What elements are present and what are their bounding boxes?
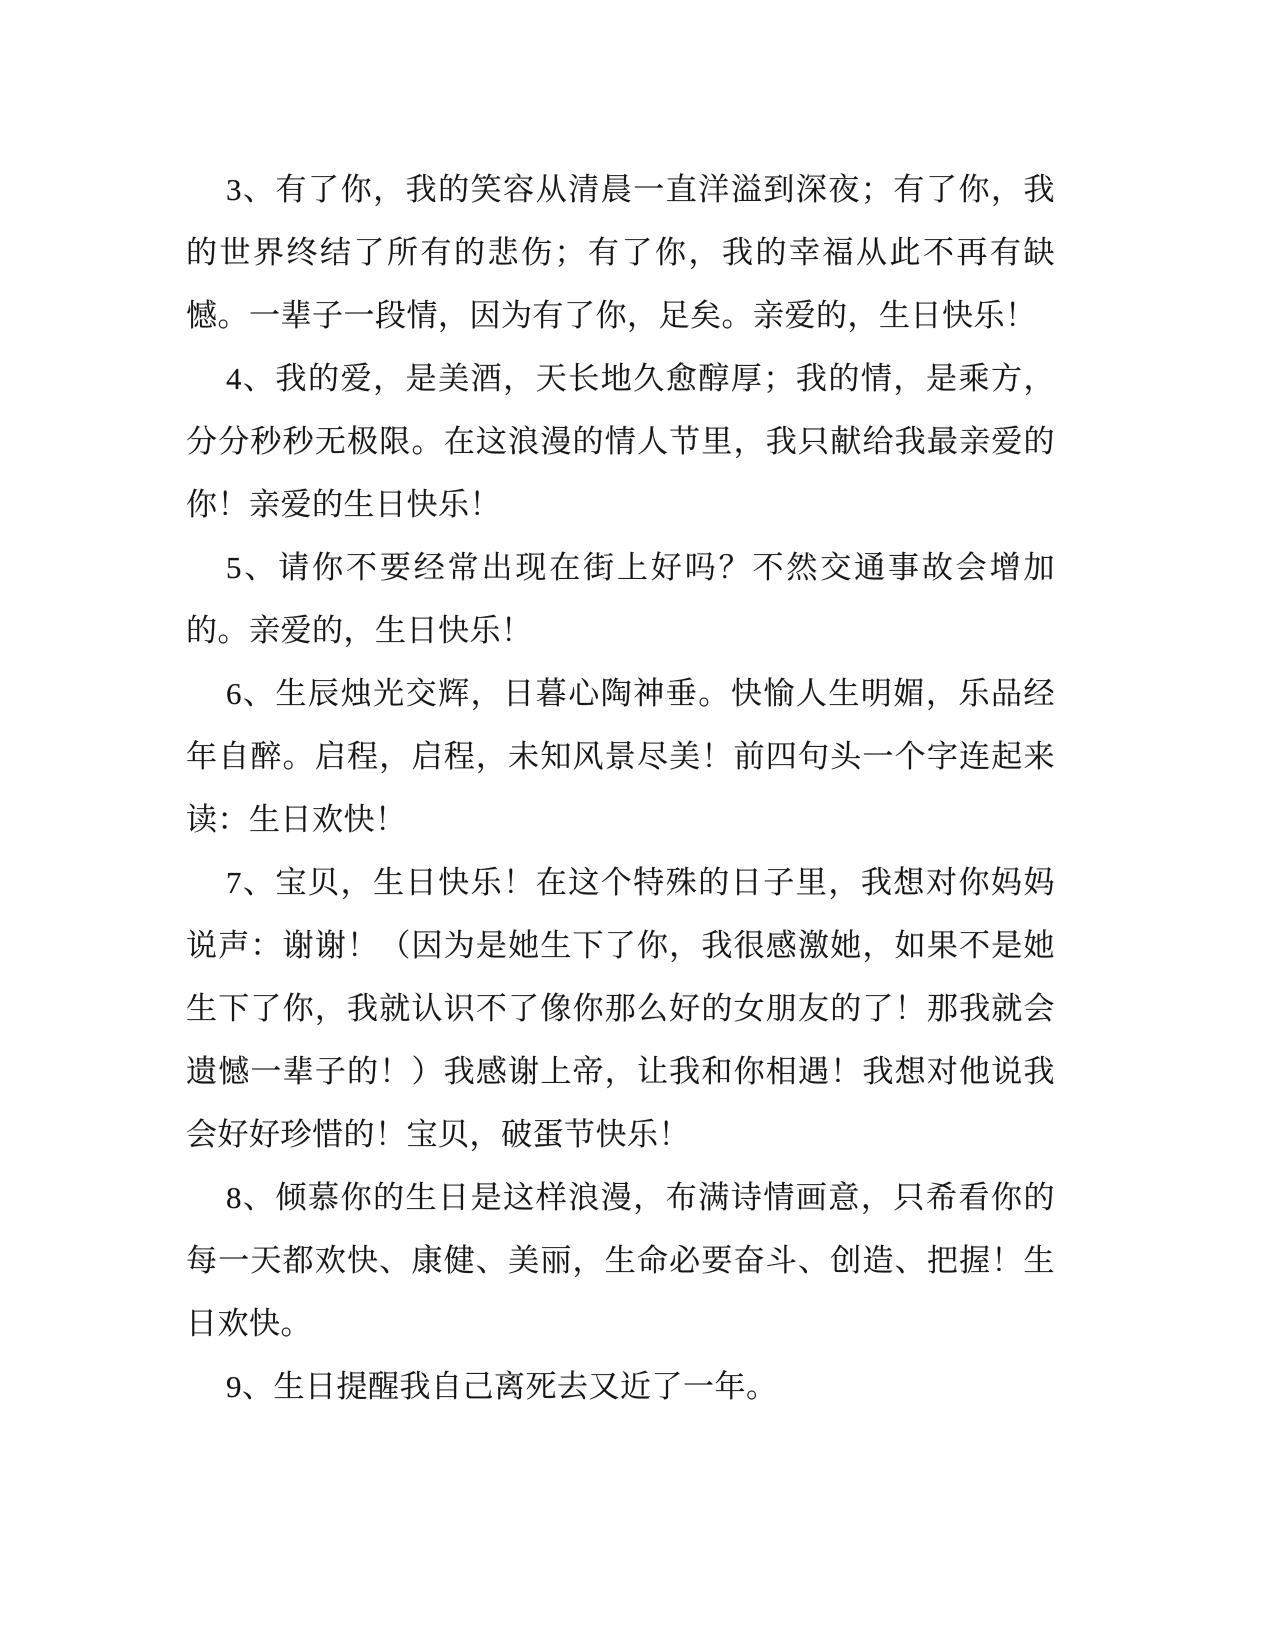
paragraph-item-5: 5、请你不要经常出现在街上好吗？不然交通事故会增加的。亲爱的，生日快乐！ xyxy=(186,550,1055,648)
paragraph-item-7: 7、宝贝，生日快乐！在这个特殊的日子里，我想对你妈妈说声：谢谢！（因为是她生下了你，我很感激她，如果不是她生下了你，我就认识不了像你那么好的女朋友的了！那我就会遗憾一辈子的！）我感谢上帝，让我和你相遇！我想对他说我会好好珍惜的！宝贝，破蛋节快乐！ xyxy=(186,865,1055,1152)
paragraph-item-9: 9、生日提醒我自己离死去又近了一年。 xyxy=(226,1369,778,1404)
document-body xyxy=(186,158,1055,1418)
paragraph-item-6: 6、生辰烛光交辉，日暮心陶神垂。快愉人生明媚，乐品经年自醉。启程，启程，未知风景尽美！前四句头一个字连起来读：生日欢快！ xyxy=(186,676,1055,837)
paragraph-item-8: 8、倾慕你的生日是这样浪漫，布满诗情画意，只希看你的每一天都欢快、康健、美丽，生命必要奋斗、创造、把握！生日欢快。 xyxy=(186,1180,1055,1341)
paragraph-item-4: 4、我的爱，是美酒，天长地久愈醇厚；我的情，是乘方，分分秒秒无极限。在这浪漫的情人节里，我只献给我最亲爱的你！亲爱的生日快乐！ xyxy=(186,361,1055,522)
paragraph-item-3: 3、有了你，我的笑容从清晨一直洋溢到深夜；有了你，我的世界终结了所有的悲伤；有了你，我的幸福从此不再有缺憾。一辈子一段情，因为有了你，足矣。亲爱的，生日快乐！ xyxy=(186,172,1055,333)
